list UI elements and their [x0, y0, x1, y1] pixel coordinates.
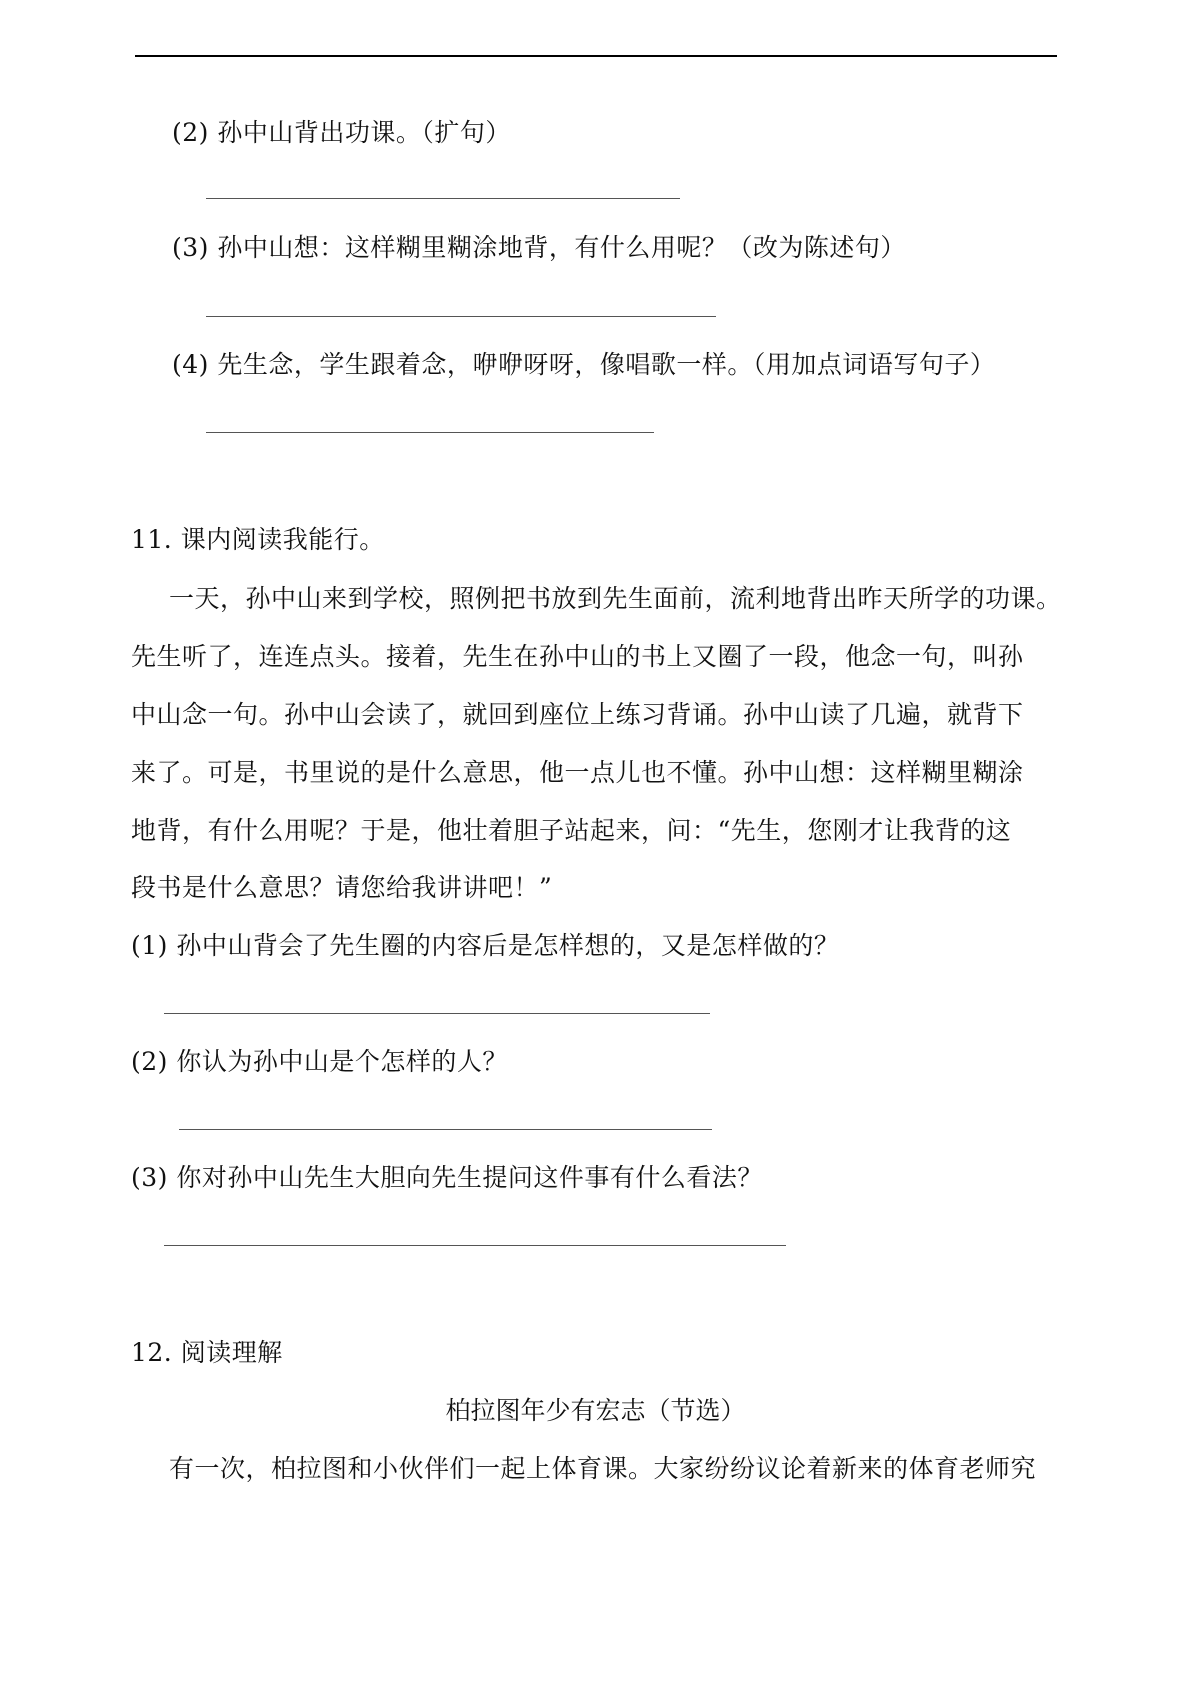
q11-question-1: (1) 孙中山背会了先生圈的内容后是怎样想的，又是怎样做的？: [131, 931, 840, 960]
q11-passage-line: 段书是什么意思？请您给我讲讲吧！”: [131, 873, 553, 902]
q12-heading: 12. 阅读理解: [131, 1338, 283, 1367]
q11-passage-line: 一天，孙中山来到学校，照例把书放到先生面前，流利地背出昨天所学的功课。: [169, 584, 1062, 613]
q11-question-3: (3) 你对孙中山先生大胆向先生提问这件事有什么看法？: [131, 1163, 763, 1192]
q11-passage-line: 来了。可是，书里说的是什么意思，他一点儿也不懂。孙中山想：这样糊里糊涂: [131, 758, 1024, 787]
q11-passage-line: 先生听了，连连点头。接着，先生在孙中山的书上又圈了一段，他念一句，叫孙: [131, 642, 1024, 671]
q10-item-2: (2) 孙中山背出功课。（扩句）: [172, 118, 511, 147]
q11-passage-line: 地背，有什么用呢？于是，他壮着胆子站起来，问：“先生，您刚才让我背的这: [131, 816, 1012, 845]
q10-item-3: (3) 孙中山想：这样糊里糊涂地背，有什么用呢？（改为陈述句）: [172, 233, 906, 262]
q12-passage-title: 柏拉图年少有宏志（节选）: [445, 1396, 746, 1425]
q11-question-2: (2) 你认为孙中山是个怎样的人？: [131, 1047, 508, 1076]
answer-line-q11-3[interactable]: [164, 1245, 786, 1246]
answer-line-q11-2[interactable]: [179, 1129, 712, 1130]
q11-passage-line: 中山念一句。孙中山会读了，就回到座位上练习背诵。孙中山读了几遍，就背下: [131, 700, 1024, 729]
answer-line-q11-1[interactable]: [164, 1013, 710, 1014]
answer-line-q10-4[interactable]: [206, 432, 654, 433]
header-rule: [135, 55, 1057, 57]
q10-item-4: (4) 先生念，学生跟着念，咿咿呀呀，像唱歌一样。（用加点词语写句子）: [172, 350, 996, 379]
q11-heading: 11. 课内阅读我能行。: [131, 525, 385, 554]
answer-line-q10-3[interactable]: [206, 316, 716, 317]
answer-line-q10-2[interactable]: [206, 198, 680, 199]
q12-passage-line: 有一次，柏拉图和小伙伴们一起上体育课。大家纷纷议论着新来的体育老师究: [169, 1454, 1037, 1483]
